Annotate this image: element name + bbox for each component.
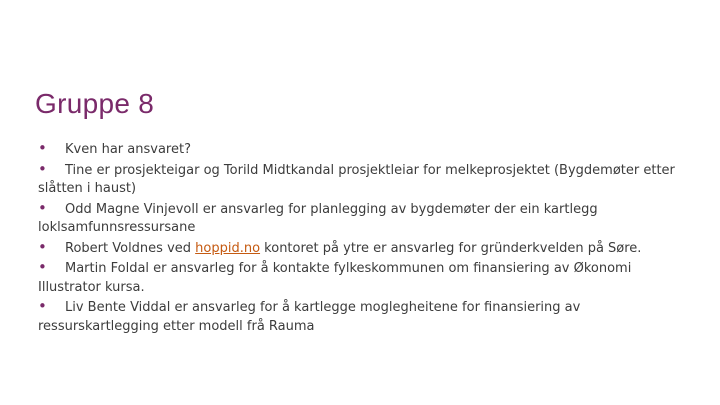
bullet-item bbox=[38, 258, 678, 297]
bullet-list bbox=[38, 139, 678, 336]
bullet-item bbox=[38, 160, 678, 199]
bullet-text: Martin Foldal er ansvarleg for å kontakte fylkeskommunen om finansiering av Økonomi Illustrator kursa. bbox=[38, 261, 632, 295]
bullet-item bbox=[38, 297, 678, 336]
bullet-text: Kven har ansvaret? bbox=[65, 142, 191, 157]
bullet-marker: • bbox=[38, 237, 47, 256]
slide-title: Gruppe 8 bbox=[35, 88, 155, 119]
bullet-item bbox=[38, 199, 678, 238]
bullet-text-before-link: Robert Voldnes ved bbox=[65, 240, 196, 256]
bullet-text: Odd Magne Vinjevoll er ansvarleg for planlegging av bygdemøter der ein kartlegg loklsamfunnsressursane bbox=[38, 201, 598, 235]
bullet-marker: • bbox=[38, 159, 47, 178]
bullet-item bbox=[38, 238, 678, 259]
bullet-text-after-link: kontoret på ytre er ansvarleg for gründerkvelden på Søre. bbox=[260, 240, 642, 256]
bullet-marker: • bbox=[38, 297, 47, 315]
bullet-marker: • bbox=[38, 198, 47, 217]
bullet-marker: • bbox=[38, 258, 47, 276]
hoppid-link[interactable]: hoppid.no bbox=[195, 240, 261, 256]
bullet-text: Liv Bente Viddal er ansvarleg for å kartlegge moglegheitene for finansiering av ressurskartlegging etter modell frå Rauma bbox=[38, 300, 581, 334]
bullet-marker: • bbox=[38, 139, 47, 157]
bullet-text: Tine er prosjekteigar og Torild Midtkandal prosjektleiar for melkeprosjektet (Bygdemøter etter slåtten i haust) bbox=[38, 162, 675, 196]
bullet-item bbox=[38, 139, 678, 160]
